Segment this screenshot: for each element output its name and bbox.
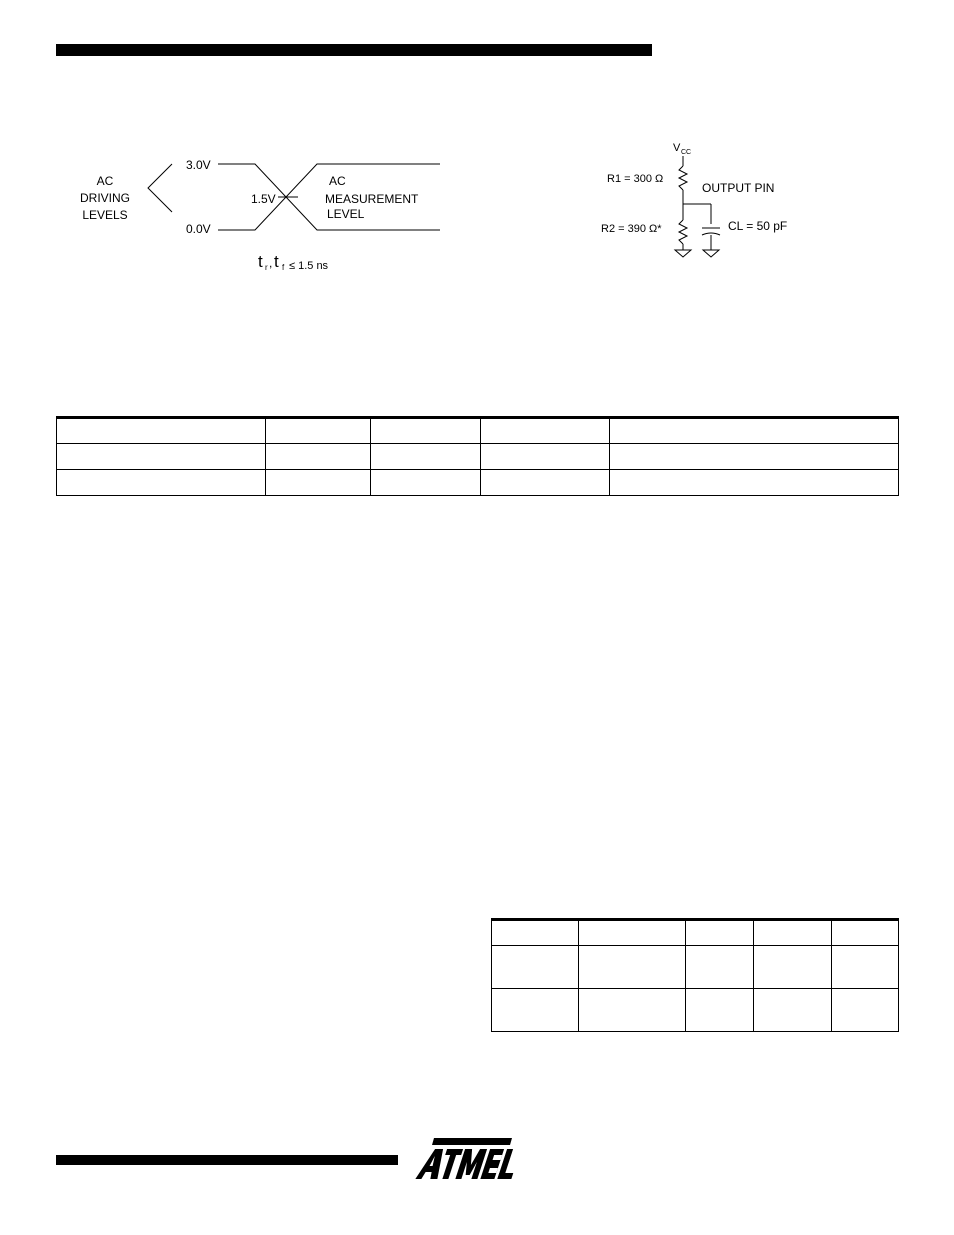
header-rule xyxy=(56,44,652,56)
svg-text:,: , xyxy=(269,256,273,270)
table-row xyxy=(57,444,899,470)
r1-resistor xyxy=(679,166,687,190)
driving-label-2: DRIVING xyxy=(79,191,131,205)
table-row xyxy=(57,418,899,444)
cl-label: CL = 50 pF xyxy=(728,219,788,233)
r2-resistor xyxy=(679,220,687,244)
driving-label-1: AC xyxy=(96,174,114,188)
r2-ground xyxy=(675,250,691,257)
capacitor-plate-2 xyxy=(702,233,720,235)
table-row xyxy=(57,470,899,496)
r2-label: R2 = 390 Ω* xyxy=(601,223,662,235)
output-load-circuit xyxy=(595,136,815,266)
svg-text:t: t xyxy=(258,252,263,271)
mid-level-label: 1.5V xyxy=(251,192,276,206)
ac-waveform-diagram xyxy=(60,150,460,280)
measurement-label-1: AC xyxy=(329,174,346,188)
footer-rule xyxy=(56,1155,398,1165)
ordering-table xyxy=(491,918,899,1032)
high-level-label: 3.0V xyxy=(186,158,211,172)
rise-fall-spec xyxy=(258,252,329,272)
low-level-label: 0.0V xyxy=(186,222,211,236)
driving-bracket xyxy=(148,164,172,212)
svg-text:r: r xyxy=(265,263,268,272)
atmel-logo xyxy=(414,1137,514,1185)
output-pin-label: OUTPUT PIN xyxy=(702,181,775,195)
svg-text:f: f xyxy=(282,263,285,272)
cl-ground xyxy=(703,250,719,257)
r1-label: R1 = 300 Ω xyxy=(607,173,664,185)
driving-label-3: LEVELS xyxy=(82,208,128,222)
svg-text:t: t xyxy=(274,252,279,271)
table-row xyxy=(492,946,899,989)
measurement-label-3: LEVEL xyxy=(327,207,365,221)
vcc-label: V xyxy=(673,142,681,154)
table-row xyxy=(492,920,899,946)
pin-capacitance-table xyxy=(56,416,899,496)
svg-text:≤ 1.5 ns: ≤ 1.5 ns xyxy=(289,260,329,272)
table-row xyxy=(492,989,899,1032)
measurement-label-2: MEASUREMENT xyxy=(325,192,419,206)
svg-text:CC: CC xyxy=(681,149,692,156)
